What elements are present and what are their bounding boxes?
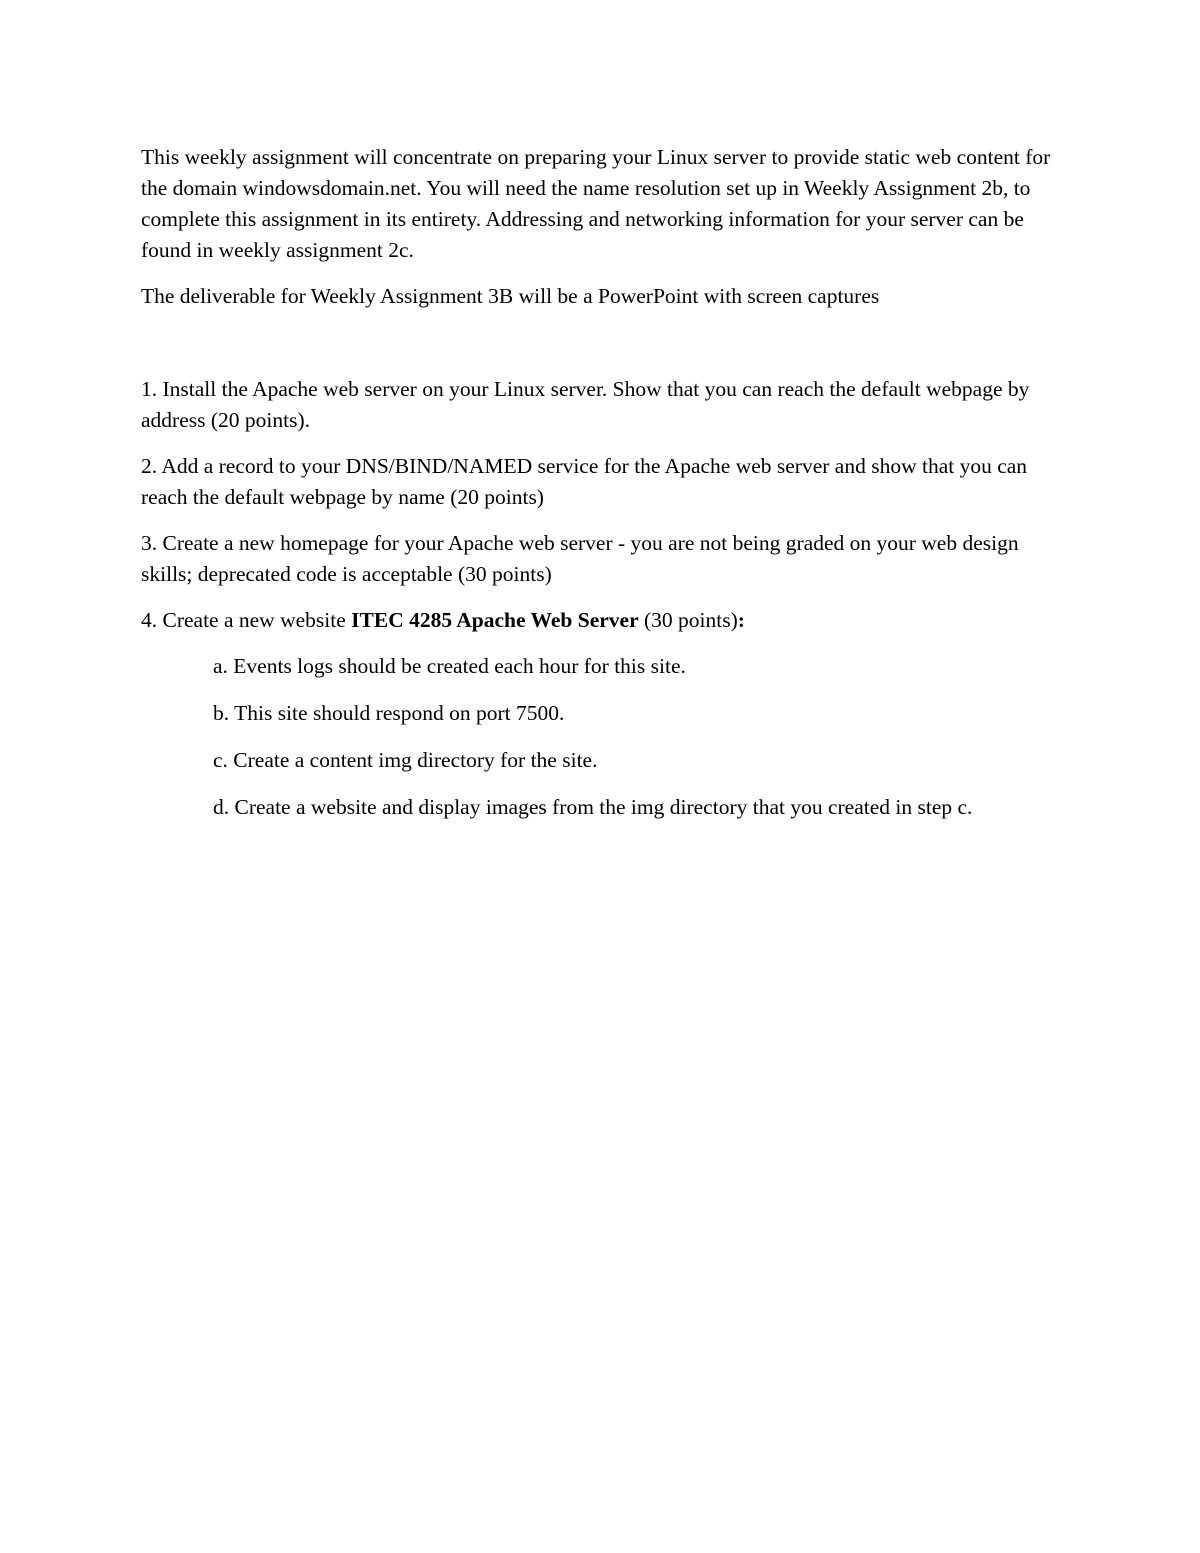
list-item: 2. Add a record to your DNS/BIND/NAMED service for the Apache web server and show that you can reach the default webpage by name (20 points) bbox=[141, 454, 1028, 509]
intro-paragraph: This weekly assignment will concentrate on preparing your Linux server to provide static web content for the domain windowsdomain.net. You will need the name resolution set up in Weekly Assignment 2b, to complete this assignment in its entirety. Addressing and networking information for your server can be found in weekly assignment 2c. bbox=[141, 145, 1051, 262]
sub-list bbox=[141, 651, 1061, 823]
document-body bbox=[141, 142, 1061, 839]
sub-list-item: b. This site should respond on port 7500. bbox=[213, 701, 565, 725]
sub-list-item: d. Create a website and display images from the img directory that you created in step c. bbox=[213, 795, 973, 819]
deliverable-paragraph: The deliverable for Weekly Assignment 3B will be a PowerPoint with screen captures bbox=[141, 284, 880, 308]
sub-list-item: c. Create a content img directory for the site. bbox=[213, 748, 598, 772]
item4-suffix: (30 points) bbox=[638, 608, 738, 632]
list-item: 1. Install the Apache web server on your Linux server. Show that you can reach the default webpage by address (20 points). bbox=[141, 377, 1030, 432]
sub-list-item: a. Events logs should be created each hour for this site. bbox=[213, 654, 686, 678]
item4-colon: : bbox=[737, 608, 745, 632]
list-item: 3. Create a new homepage for your Apache web server - you are not being graded on your web design skills; deprecated code is acceptable (30 points) bbox=[141, 531, 1019, 586]
item4-prefix: 4. Create a new website bbox=[141, 608, 352, 632]
list-item-website bbox=[141, 605, 1061, 636]
website-name: ITEC 4285 Apache Web Server bbox=[351, 608, 639, 632]
